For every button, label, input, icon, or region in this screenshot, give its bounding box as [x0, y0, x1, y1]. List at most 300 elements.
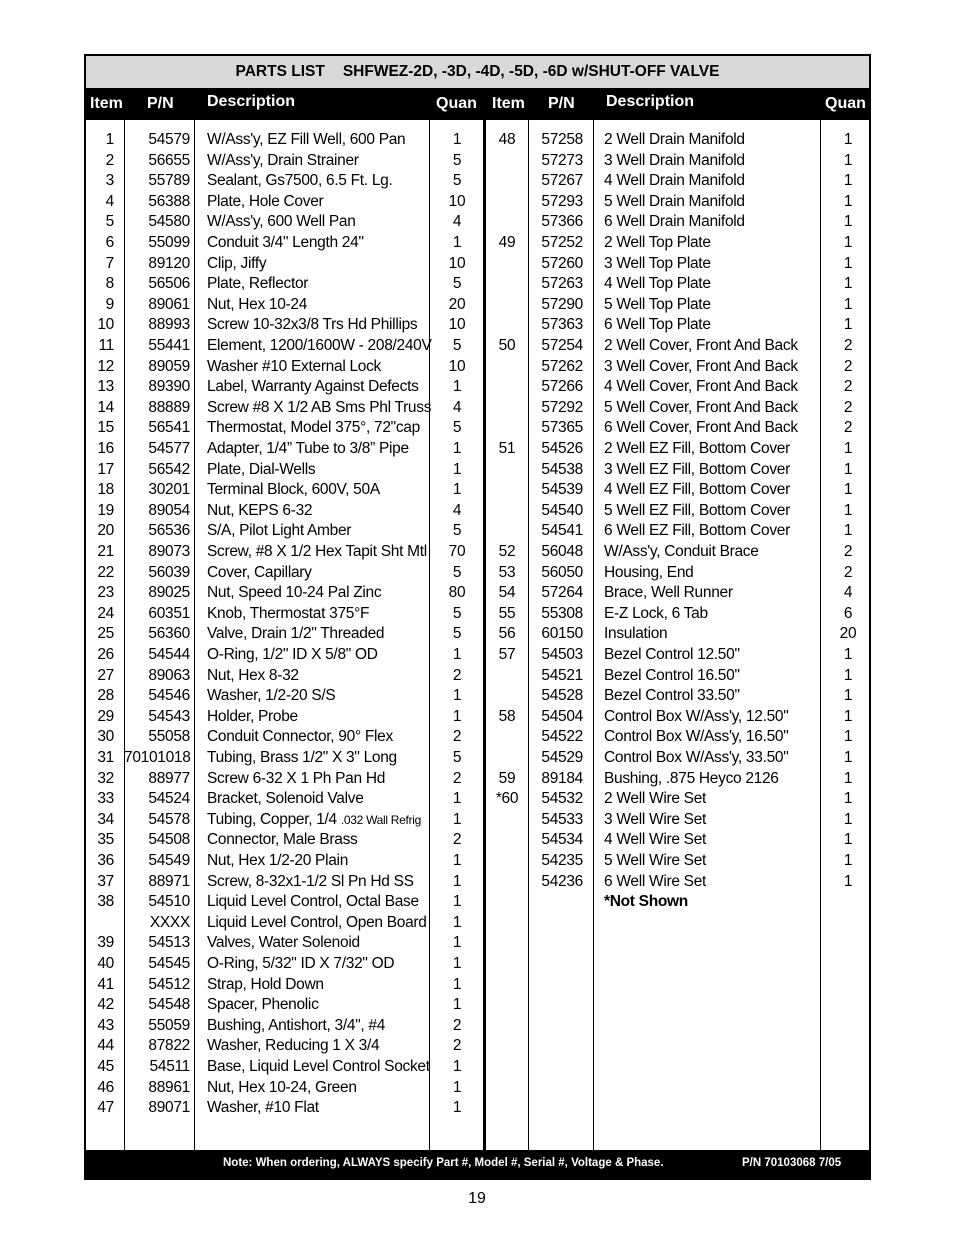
part-description: Adapter, 1/4” Tube to 3/8” Pipe — [207, 440, 409, 457]
quantity: 2 — [843, 398, 853, 416]
quantity: 1 — [843, 151, 853, 169]
part-description: Cover, Capillary — [207, 563, 312, 581]
part-number: 57264 — [541, 584, 583, 602]
part-description: Plate, Reflector — [207, 275, 309, 293]
quantity: 1 — [452, 234, 462, 251]
part-number: 89025 — [148, 584, 190, 602]
part-number: 57363 — [541, 316, 583, 334]
part-description: 2 Well Drain Manifold — [604, 131, 745, 148]
part-description: Control Box W/Ass'y, 12.50" — [604, 707, 789, 725]
part-number: 54577 — [148, 440, 190, 457]
part-description: Screw #8 X 1/2 AB Sms Phl Truss — [207, 398, 432, 416]
part-number: 89071 — [148, 1099, 190, 1117]
part-description: Valve, Drain 1/2" Threaded — [207, 625, 385, 643]
quantity: 2 — [843, 378, 853, 396]
quantity: 1 — [843, 440, 853, 457]
item-number: 10 — [97, 316, 114, 334]
part-number: 57262 — [541, 357, 583, 375]
part-description: Bezel Control 16.50" — [604, 666, 740, 684]
part-number: 54503 — [541, 646, 583, 663]
part-number: 54543 — [148, 707, 190, 725]
item-number: 27 — [97, 666, 114, 684]
item-number: 52 — [498, 543, 516, 560]
item-number: 57 — [498, 646, 516, 663]
quantity: 1 — [843, 872, 853, 890]
part-description: Knob, Thermostat 375°F — [207, 604, 370, 622]
part-description: Terminal Block, 600V, 50A — [207, 481, 380, 499]
quantity: 5 — [452, 522, 462, 540]
item-number: 6 — [105, 234, 114, 251]
quantity: 1 — [452, 131, 462, 148]
part-number: 57263 — [541, 275, 583, 293]
quantity: 1 — [843, 646, 853, 663]
part-description-note: .032 Wall Refrig — [340, 812, 422, 827]
part-description: Washer, Reducing 1 X 3/4 — [207, 1037, 380, 1055]
part-description: Washer, #10 Flat — [207, 1099, 319, 1117]
quantity: 1 — [843, 687, 853, 705]
part-number: 56048 — [541, 543, 583, 560]
item-number: 32 — [97, 769, 114, 787]
center-divider — [483, 120, 486, 1150]
header-description-right: Description — [606, 93, 695, 110]
item-number: 14 — [97, 398, 114, 416]
part-number: 89120 — [148, 254, 190, 272]
part-number: 57258 — [541, 131, 583, 148]
part-number: 54538 — [541, 460, 583, 478]
quantity: 5 — [452, 419, 462, 437]
quantity: 10 — [448, 316, 466, 334]
part-number: 57293 — [541, 192, 583, 210]
item-number: 5 — [105, 213, 114, 231]
part-number: 55059 — [148, 1016, 190, 1034]
item-number: 34 — [97, 810, 114, 828]
ordering-note: Note: When ordering, ALWAYS specify Part #, Model #, Serial #, Voltage & Phase. — [223, 1157, 664, 1169]
part-number: 54512 — [148, 975, 190, 993]
part-description: 5 Well EZ Fill, Bottom Cover — [604, 501, 790, 519]
part-description: Screw 10-32x3/8 Trs Hd Phillips — [207, 316, 418, 334]
part-number: 55058 — [148, 728, 190, 746]
part-number: 54236 — [541, 872, 583, 890]
column-divider — [194, 120, 195, 1150]
part-number: XXXX — [149, 913, 190, 931]
part-description: 4 Well Wire Set — [604, 831, 707, 849]
part-number: 57254 — [541, 337, 583, 354]
part-number: 54544 — [148, 646, 190, 663]
item-number: 31 — [97, 749, 114, 766]
part-description: Control Box W/Ass'y, 33.50" — [604, 749, 789, 766]
part-description: Conduit 3/4" Length 24" — [207, 234, 364, 251]
item-number: 4 — [105, 192, 114, 210]
part-description: Tubing, Brass 1/2" X 3" Long — [207, 749, 397, 766]
part-description: Screw, #8 X 1/2 Hex Tapit Sht Mtl — [207, 543, 427, 560]
item-number: 48 — [498, 131, 516, 148]
part-number: 88961 — [148, 1078, 190, 1096]
quantity: 1 — [843, 254, 853, 272]
page-number: 19 — [468, 1190, 486, 1207]
item-number: 8 — [105, 275, 114, 293]
part-description: Insulation — [604, 625, 668, 643]
item-number: 20 — [97, 522, 114, 540]
part-description: Bezel Control 33.50" — [604, 687, 740, 705]
quantity: 1 — [843, 275, 853, 293]
title-label: PARTS LIST — [235, 63, 325, 80]
quantity: 1 — [452, 852, 462, 869]
item-number: 46 — [97, 1078, 114, 1096]
item-number: 47 — [97, 1099, 114, 1117]
quantity: 1 — [452, 460, 462, 478]
item-number: 1 — [105, 131, 114, 148]
part-number: 56039 — [148, 563, 190, 581]
item-number: 15 — [97, 419, 114, 437]
part-number: 54539 — [541, 481, 583, 499]
part-description: Nut, Hex 10-24 — [207, 295, 308, 313]
quantity: 1 — [452, 893, 462, 911]
column-header-bar — [86, 90, 869, 120]
item-number: 42 — [97, 996, 114, 1014]
part-number: 54533 — [541, 810, 583, 828]
part-number: 54580 — [148, 213, 190, 231]
item-number: 18 — [97, 481, 114, 499]
part-description: 5 Well Cover, Front And Back — [604, 398, 798, 416]
quantity: 4 — [452, 213, 462, 231]
part-description: 6 Well Wire Set — [604, 872, 707, 890]
part-description: 4 Well Top Plate — [604, 275, 711, 293]
part-number: 54534 — [541, 831, 583, 849]
part-description: 6 Well Cover, Front And Back — [604, 419, 798, 437]
part-number: 60150 — [541, 625, 583, 643]
quantity: 10 — [448, 192, 466, 210]
part-number: 88977 — [148, 769, 190, 787]
quantity: 1 — [452, 481, 462, 499]
part-description: 6 Well Top Plate — [604, 316, 711, 334]
part-number: 57267 — [541, 172, 583, 190]
item-number: *60 — [495, 790, 519, 808]
part-number: 56542 — [148, 460, 190, 478]
quantity: 1 — [452, 440, 462, 457]
part-number: 54548 — [148, 996, 190, 1014]
item-number: 40 — [97, 955, 114, 972]
quantity: 1 — [452, 810, 462, 828]
column-divider — [593, 120, 594, 1150]
part-description: Brace, Well Runner — [604, 584, 733, 602]
quantity: 2 — [843, 563, 853, 581]
item-number: 29 — [97, 707, 114, 725]
part-description: 4 Well Cover, Front And Back — [604, 378, 798, 396]
parts-list-table — [84, 54, 871, 1180]
part-description: Sealant, Gs7500, 6.5 Ft. Lg. — [207, 172, 393, 190]
part-number: 88993 — [148, 316, 190, 334]
part-description: Bushing, .875 Heyco 2126 — [604, 769, 779, 787]
part-description: 6 Well Drain Manifold — [604, 213, 745, 231]
part-description: 2 Well Wire Set — [604, 790, 707, 808]
part-description: Connector, Male Brass — [207, 831, 358, 849]
part-description: 5 Well Drain Manifold — [604, 192, 745, 210]
item-number: 35 — [97, 831, 114, 849]
table-body — [86, 120, 869, 1150]
part-number: 30201 — [148, 481, 190, 499]
part-description: S/A, Pilot Light Amber — [207, 522, 352, 540]
part-description: 4 Well Drain Manifold — [604, 172, 745, 190]
header-item-right: Item — [492, 95, 525, 112]
item-number: 25 — [97, 625, 114, 643]
part-number: 89061 — [148, 295, 190, 313]
part-number: 54526 — [541, 440, 583, 457]
part-number: 56388 — [148, 192, 190, 210]
quantity: 4 — [843, 584, 853, 602]
quantity: 1 — [843, 460, 853, 478]
item-number: 49 — [498, 234, 516, 251]
part-description: Tubing, Copper, 1/4 .032 Wall Refrig — [207, 810, 422, 828]
quantity: 5 — [452, 337, 462, 354]
part-number: 57260 — [541, 254, 583, 272]
part-description: Nut, Speed 10-24 Pal Zinc — [207, 584, 382, 602]
part-number: 56506 — [148, 275, 190, 293]
part-number: 57290 — [541, 295, 583, 313]
part-number: 54541 — [541, 522, 583, 540]
quantity: 1 — [452, 934, 462, 952]
quantity: 1 — [452, 687, 462, 705]
quantity: 10 — [448, 254, 466, 272]
part-description: Label, Warranty Against Defects — [207, 378, 419, 396]
part-number: 54540 — [541, 501, 583, 519]
part-description: Nut, KEPS 6-32 — [207, 501, 313, 519]
part-number: 54521 — [541, 666, 583, 684]
part-description: W/Ass'y, EZ Fill Well, 600 Pan — [207, 131, 406, 148]
header-quan-left: Quan — [436, 95, 477, 112]
quantity: 1 — [452, 1078, 462, 1096]
quantity: 2 — [452, 666, 462, 684]
quantity: 1 — [843, 852, 853, 869]
quantity: 1 — [843, 666, 853, 684]
part-description: O-Ring, 5/32" ID X 7/32" OD — [207, 955, 395, 972]
part-number: 89054 — [148, 501, 190, 519]
part-description: Washer #10 External Lock — [207, 357, 382, 375]
part-description: 3 Well Drain Manifold — [604, 151, 745, 169]
item-number: 26 — [97, 646, 114, 663]
quantity: 1 — [843, 295, 853, 313]
part-description: 5 Well Top Plate — [604, 295, 711, 313]
part-number: 56541 — [148, 419, 190, 437]
part-description: Plate, Hole Cover — [207, 192, 324, 210]
quantity: 1 — [452, 955, 462, 972]
part-number: 54508 — [148, 831, 190, 849]
quantity: 1 — [452, 996, 462, 1014]
header-quan-right: Quan — [825, 95, 866, 112]
item-number: 53 — [498, 563, 516, 581]
part-description: Conduit Connector, 90° Flex — [207, 728, 393, 746]
item-number: 23 — [97, 584, 114, 602]
item-number: 16 — [97, 440, 114, 457]
part-description: 5 Well Wire Set — [604, 852, 707, 869]
quantity: 5 — [452, 625, 462, 643]
part-description: 2 Well EZ Fill, Bottom Cover — [604, 440, 790, 457]
quantity: 2 — [843, 419, 853, 437]
part-description: 4 Well EZ Fill, Bottom Cover — [604, 481, 790, 499]
item-number: 51 — [498, 440, 516, 457]
quantity: 1 — [843, 192, 853, 210]
part-number: 56360 — [148, 625, 190, 643]
part-number: 54579 — [148, 131, 190, 148]
part-description: Bushing, Antishort, 3/4", #4 — [207, 1016, 386, 1034]
item-number: 33 — [97, 790, 114, 808]
part-number: 89390 — [148, 378, 190, 396]
item-number: 38 — [97, 893, 114, 911]
part-description: 3 Well Wire Set — [604, 810, 707, 828]
part-description: 3 Well EZ Fill, Bottom Cover — [604, 460, 790, 478]
part-number: 57252 — [541, 234, 583, 251]
quantity: 1 — [843, 728, 853, 746]
quantity: 6 — [843, 604, 853, 622]
header-pn-left: P/N — [147, 95, 174, 112]
quantity: 2 — [452, 769, 462, 787]
part-number: 55441 — [148, 337, 190, 354]
header-pn-right: P/N — [548, 95, 575, 112]
item-number: 39 — [97, 934, 114, 952]
quantity: 2 — [843, 357, 853, 375]
item-number: 54 — [498, 584, 516, 602]
part-number: 54546 — [148, 687, 190, 705]
quantity: 20 — [448, 295, 466, 313]
item-number: 28 — [97, 687, 114, 705]
part-number: 54522 — [541, 728, 583, 746]
column-divider — [429, 120, 430, 1150]
quantity: 1 — [843, 316, 853, 334]
item-number: 12 — [97, 357, 114, 375]
part-number: 54511 — [149, 1058, 190, 1075]
part-number: 88889 — [148, 398, 190, 416]
quantity: 5 — [452, 563, 462, 581]
quantity: 1 — [843, 172, 853, 190]
part-description: Housing, End — [604, 563, 694, 581]
item-number: 13 — [97, 378, 114, 396]
part-number: 54545 — [148, 955, 190, 972]
quantity: 5 — [452, 151, 462, 169]
part-description: Bracket, Solenoid Valve — [207, 790, 364, 808]
table-title — [86, 63, 869, 81]
item-number: 17 — [97, 460, 114, 478]
document-part-number: P/N 70103068 7/05 — [742, 1157, 842, 1169]
quantity: 1 — [843, 749, 853, 766]
quantity: 5 — [452, 172, 462, 190]
part-number: 70101018 — [124, 749, 191, 766]
quantity: 1 — [843, 790, 853, 808]
part-description: Thermostat, Model 375°, 72"cap — [207, 419, 420, 437]
part-description: 6 Well EZ Fill, Bottom Cover — [604, 522, 790, 540]
footer-bar — [86, 1150, 869, 1178]
quantity: 1 — [843, 522, 853, 540]
part-description: Strap, Hold Down — [207, 975, 324, 993]
quantity: 2 — [843, 337, 853, 354]
part-description: Base, Liquid Level Control Socket — [207, 1058, 430, 1075]
part-description: Clip, Jiffy — [207, 254, 267, 272]
part-description: Bezel Control 12.50" — [604, 646, 740, 663]
part-description: Valves, Water Solenoid — [207, 934, 360, 952]
item-number: 41 — [97, 975, 114, 993]
item-number: 37 — [97, 872, 114, 890]
part-description: Liquid Level Control, Open Board — [207, 913, 427, 931]
part-description: Plate, Dial-Wells — [207, 460, 316, 478]
part-number: 54513 — [148, 934, 190, 952]
quantity: 4 — [452, 501, 462, 519]
item-number: 24 — [97, 604, 114, 622]
item-number: 30 — [97, 728, 114, 746]
quantity: 1 — [843, 213, 853, 231]
item-number: 9 — [105, 295, 114, 313]
part-description: Nut, Hex 1/2-20 Plain — [207, 852, 349, 869]
part-number: 54524 — [148, 790, 190, 808]
item-number: 36 — [97, 852, 114, 869]
item-number: 50 — [498, 337, 516, 354]
item-number: 19 — [97, 501, 114, 519]
item-number: 43 — [97, 1016, 114, 1034]
quantity: 2 — [452, 831, 462, 849]
title-bar — [86, 56, 869, 90]
part-number: 89073 — [148, 543, 190, 560]
part-number: 55308 — [541, 604, 583, 622]
part-description: Screw, 8-32x1-1/2 Sl Pn Hd SS — [207, 872, 414, 890]
quantity: 1 — [843, 234, 853, 251]
part-description: 2 Well Cover, Front And Back — [604, 337, 798, 354]
part-number: 57366 — [541, 213, 583, 231]
quantity: 1 — [843, 810, 853, 828]
part-number: 89059 — [148, 357, 190, 375]
part-number: 54549 — [148, 852, 190, 869]
quantity: 2 — [452, 1037, 462, 1055]
item-number: 55 — [498, 604, 516, 622]
quantity: 10 — [448, 357, 466, 375]
item-number: 44 — [97, 1037, 114, 1055]
part-number: 55789 — [148, 172, 190, 190]
part-description: Nut, Hex 8-32 — [207, 666, 299, 684]
part-number: 54504 — [541, 707, 583, 725]
quantity: 1 — [452, 790, 462, 808]
quantity: 20 — [839, 625, 857, 643]
part-description: 3 Well Top Plate — [604, 254, 711, 272]
part-description: W/Ass'y, Conduit Brace — [604, 543, 759, 560]
quantity: 1 — [452, 913, 462, 931]
part-description: Screw 6-32 X 1 Ph Pan Hd — [207, 769, 386, 787]
column-divider — [820, 120, 821, 1150]
part-description: Nut, Hex 10-24, Green — [207, 1078, 357, 1096]
part-number: 60351 — [148, 604, 190, 622]
part-number: 57365 — [541, 419, 583, 437]
part-description: O-Ring, 1/2" ID X 5/8" OD — [207, 646, 378, 663]
quantity: 4 — [452, 398, 462, 416]
item-number: 59 — [498, 769, 516, 787]
item-number: 21 — [97, 543, 114, 560]
part-description: 3 Well Cover, Front And Back — [604, 357, 798, 375]
quantity: 2 — [843, 543, 853, 560]
item-number: 3 — [105, 172, 114, 190]
quantity: 1 — [452, 707, 462, 725]
item-number: 45 — [97, 1058, 114, 1075]
quantity: 1 — [843, 481, 853, 499]
quantity: 5 — [452, 275, 462, 293]
part-number: 54532 — [541, 790, 583, 808]
quantity: 2 — [452, 1016, 462, 1034]
part-description: E-Z Lock, 6 Tab — [604, 604, 708, 622]
title-model: SHFWEZ-2D, -3D, -4D, -5D, -6D w/SHUT-OFF VALVE — [342, 63, 720, 80]
not-shown-note: *Not Shown — [604, 893, 688, 911]
part-number: 56050 — [541, 563, 583, 581]
quantity: 1 — [843, 707, 853, 725]
part-description: 2 Well Top Plate — [604, 234, 711, 251]
quantity: 1 — [452, 1058, 462, 1075]
quantity: 1 — [452, 975, 462, 993]
part-number: 57273 — [541, 151, 583, 169]
part-description: Element, 1200/1600W - 208/240V — [207, 337, 432, 354]
part-number: 54528 — [541, 687, 583, 705]
